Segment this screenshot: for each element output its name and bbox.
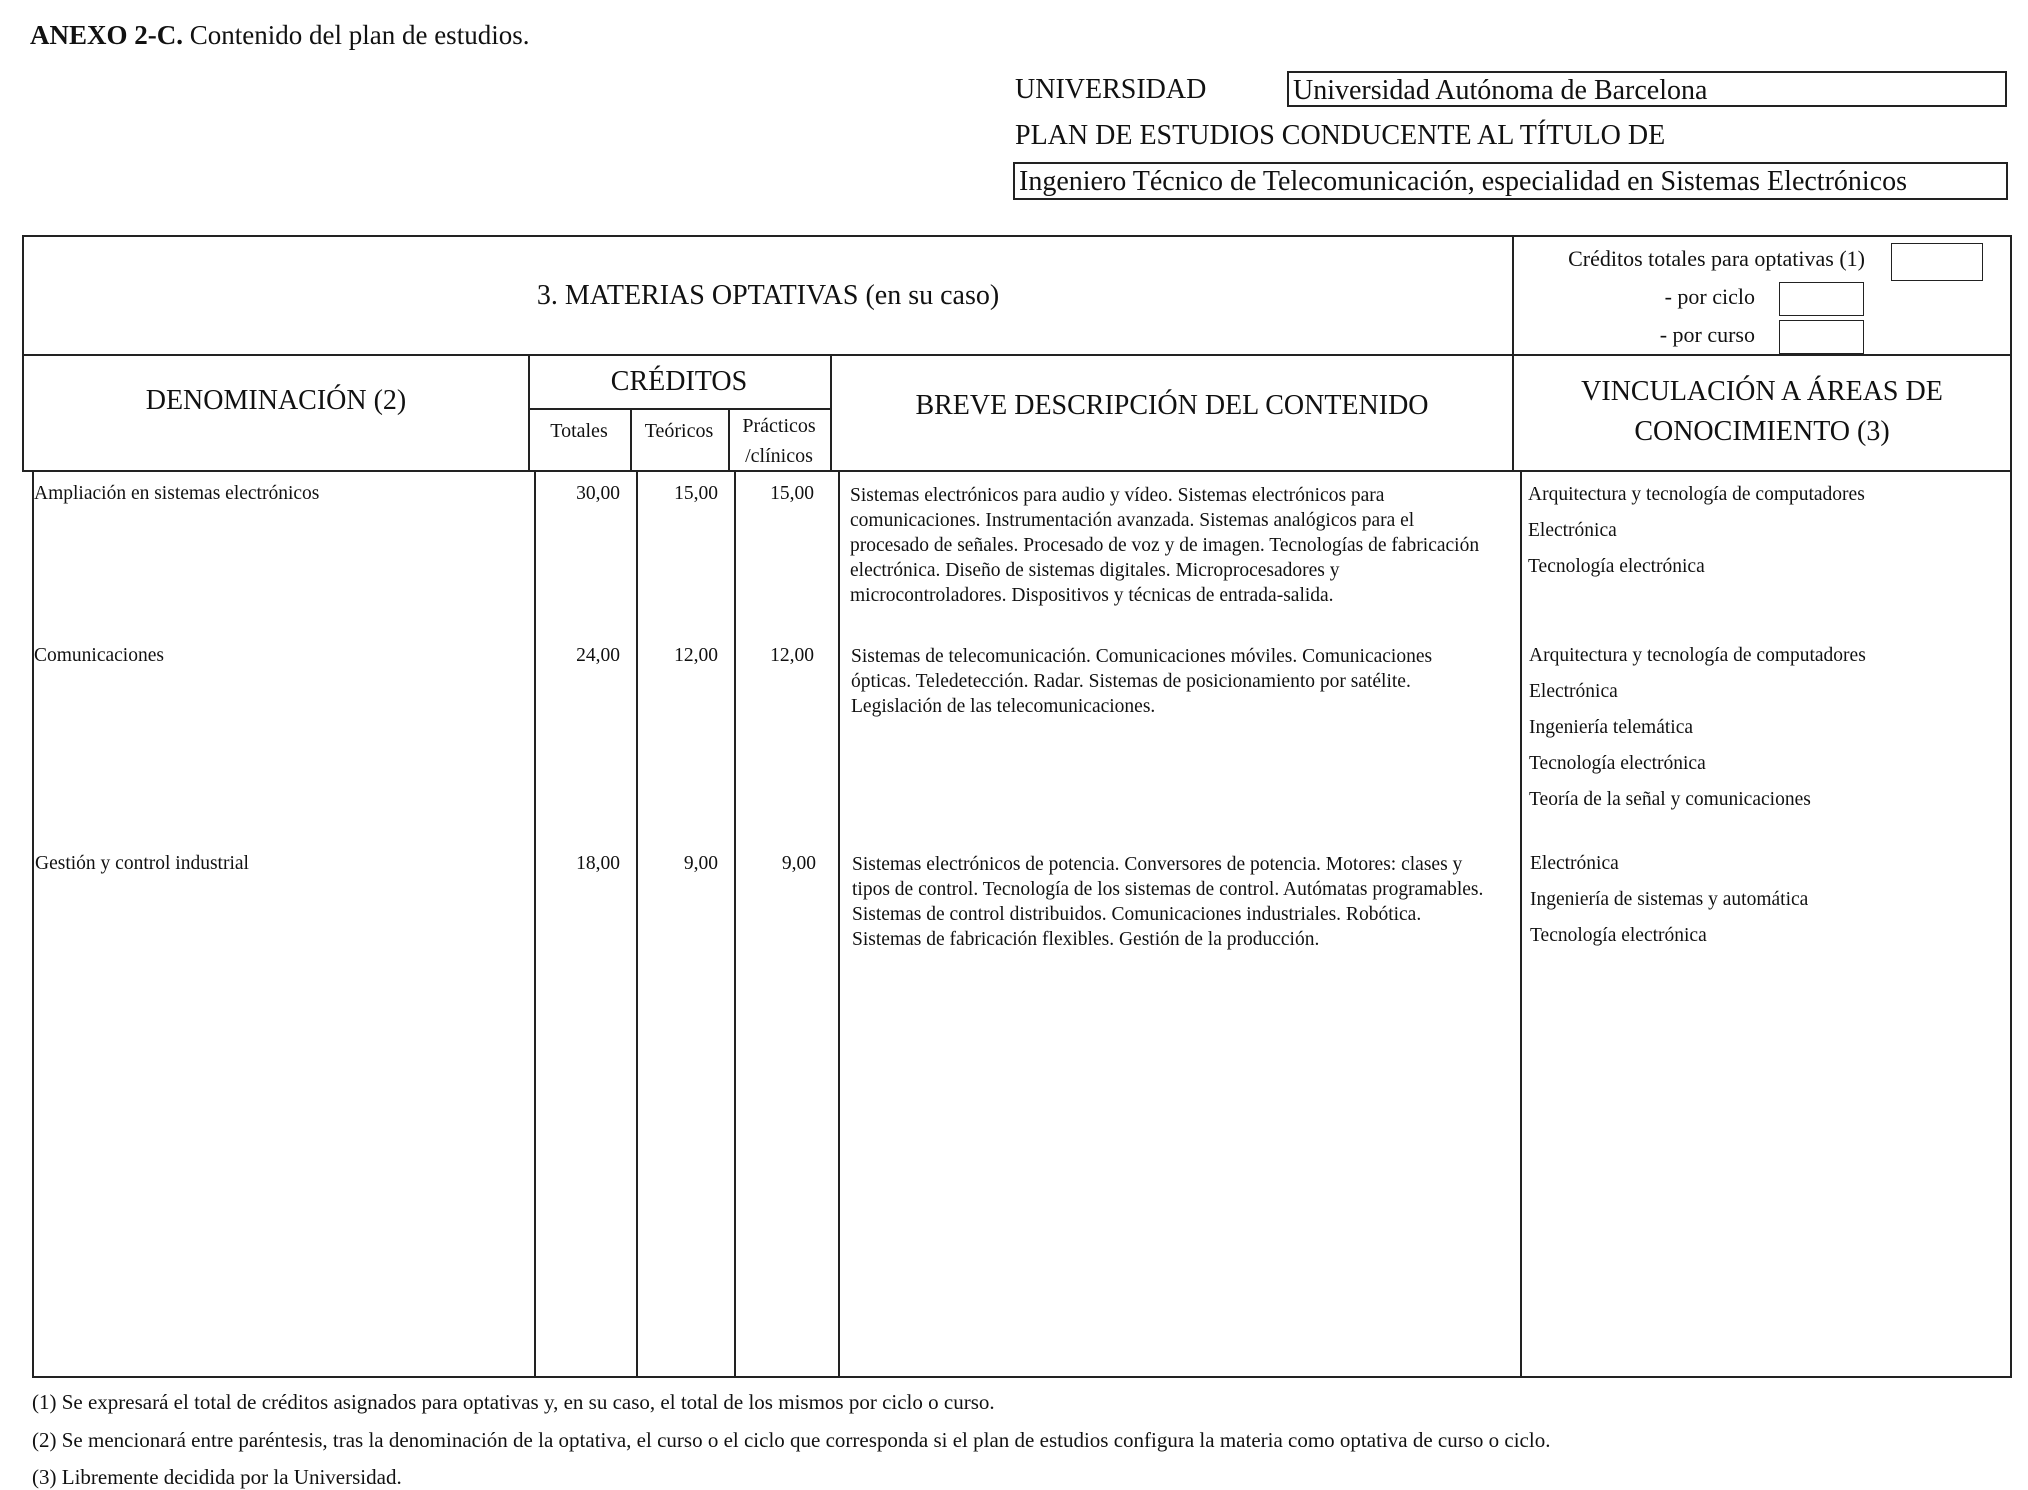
row-teoricos: 12,00 xyxy=(674,645,718,666)
row-practicos: 15,00 xyxy=(770,483,814,504)
row-areas xyxy=(1529,638,1866,818)
row-practicos: 12,00 xyxy=(770,645,814,666)
header-denominacion: DENOMINACIÓN (2) xyxy=(145,385,407,416)
row-areas xyxy=(1528,477,1865,585)
row-teoricos: 9,00 xyxy=(683,853,718,874)
row-practicos: 9,00 xyxy=(781,853,816,874)
row-descripcion: Sistemas electrónicos de potencia. Conversores de potencia. Motores: clases y tipos de control. Tecnología de los sistemas de control. Autómatas programables. Sistemas de control distribuidos. Comunicaciones industriales. Robótica. Sistemas de fabricación flexibles. Gestión de la producción. xyxy=(852,854,1484,950)
row-totales: 30,00 xyxy=(576,483,620,504)
anexo-label: ANEXO 2-C. xyxy=(30,20,183,50)
row-totales: 18,00 xyxy=(576,853,620,874)
area-item: Electrónica xyxy=(1528,520,1617,541)
universidad-field: Universidad Autónoma de Barcelona xyxy=(1287,71,2007,107)
por-curso-label: - por curso xyxy=(1659,322,1755,347)
area-item: Electrónica xyxy=(1529,681,1618,702)
area-item: Ingeniería telemática xyxy=(1529,717,1694,738)
titulo-field: Ingeniero Técnico de Telecomunicación, especialidad en Sistemas Electrónicos xyxy=(1013,162,2008,200)
footnote-3: (3) Libremente decidida por la Universidad. xyxy=(32,1465,402,1489)
por-ciclo-box xyxy=(1779,282,1864,316)
area-item: Teoría de la señal y comunicaciones xyxy=(1529,789,1811,810)
row-denominacion: Comunicaciones xyxy=(34,645,164,666)
area-item: Tecnología electrónica xyxy=(1528,556,1705,577)
row-areas xyxy=(1530,846,1808,954)
por-ciclo-label: - por ciclo xyxy=(1664,284,1755,309)
row-denominacion: Gestión y control industrial xyxy=(35,853,249,874)
row-descripcion: Sistemas electrónicos para audio y vídeo. Sistemas electrónicos para comunicaciones. Instrumentación avanzada. Sistemas analógicos para el procesado de señales. Procesado de voz y de imagen. Tecnologías de fabricación electrónica. Diseño de sistemas digitales. Microprocesadores y microcontroladores. Dispositivos y técnicas de entrada-salida. xyxy=(850,485,1480,606)
header-teoricos: Teóricos xyxy=(644,420,714,442)
area-item: Electrónica xyxy=(1530,853,1619,874)
footnote-2: (2) Se mencionará entre paréntesis, tras la denominación de la optativa, el curso o el ciclo que corresponda si el plan de estudios configura la materia como optativa de curso o ciclo. xyxy=(32,1428,1551,1452)
section-title: 3. MATERIAS OPTATIVAS (en su caso) xyxy=(536,280,1000,311)
row-denominacion: Ampliación en sistemas electrónicos xyxy=(34,483,320,504)
por-curso-box xyxy=(1779,320,1864,354)
footnote-1: (1) Se expresará el total de créditos asignados para optativas y, en su caso, el total de los mismos por ciclo o curso. xyxy=(32,1390,995,1414)
row-descripcion: Sistemas de telecomunicación. Comunicaciones móviles. Comunicaciones ópticas. Teledetección. Radar. Sistemas de posicionamiento por satélite. Legislación de las telecomunicaciones. xyxy=(851,646,1433,717)
area-item: Tecnología electrónica xyxy=(1529,753,1706,774)
universidad-label: UNIVERSIDAD xyxy=(1015,74,1207,105)
creditos-totales-box xyxy=(1891,243,1983,281)
header-breve-descripcion: BREVE DESCRIPCIÓN DEL CONTENIDO xyxy=(915,390,1429,421)
header-creditos: CRÉDITOS xyxy=(610,366,748,397)
header-vinculacion: VINCULACIÓN A ÁREAS DE CONOCIMIENTO (3) xyxy=(1581,376,1943,447)
header-practicos: Prácticos /clínicos xyxy=(742,415,816,467)
area-item: Tecnología electrónica xyxy=(1530,925,1707,946)
row-totales: 24,00 xyxy=(576,645,620,666)
creditos-totales-label: Créditos totales para optativas (1) xyxy=(1568,246,1865,271)
plan-label: PLAN DE ESTUDIOS CONDUCENTE AL TÍTULO DE xyxy=(1015,120,1666,151)
row-teoricos: 15,00 xyxy=(674,483,718,504)
document-title xyxy=(30,20,529,51)
header-totales: Totales xyxy=(550,420,608,442)
area-item: Arquitectura y tecnología de computadores xyxy=(1528,484,1865,505)
area-item: Arquitectura y tecnología de computadores xyxy=(1529,645,1866,666)
area-item: Ingeniería de sistemas y automática xyxy=(1530,889,1809,910)
anexo-text: Contenido del plan de estudios. xyxy=(183,20,530,50)
